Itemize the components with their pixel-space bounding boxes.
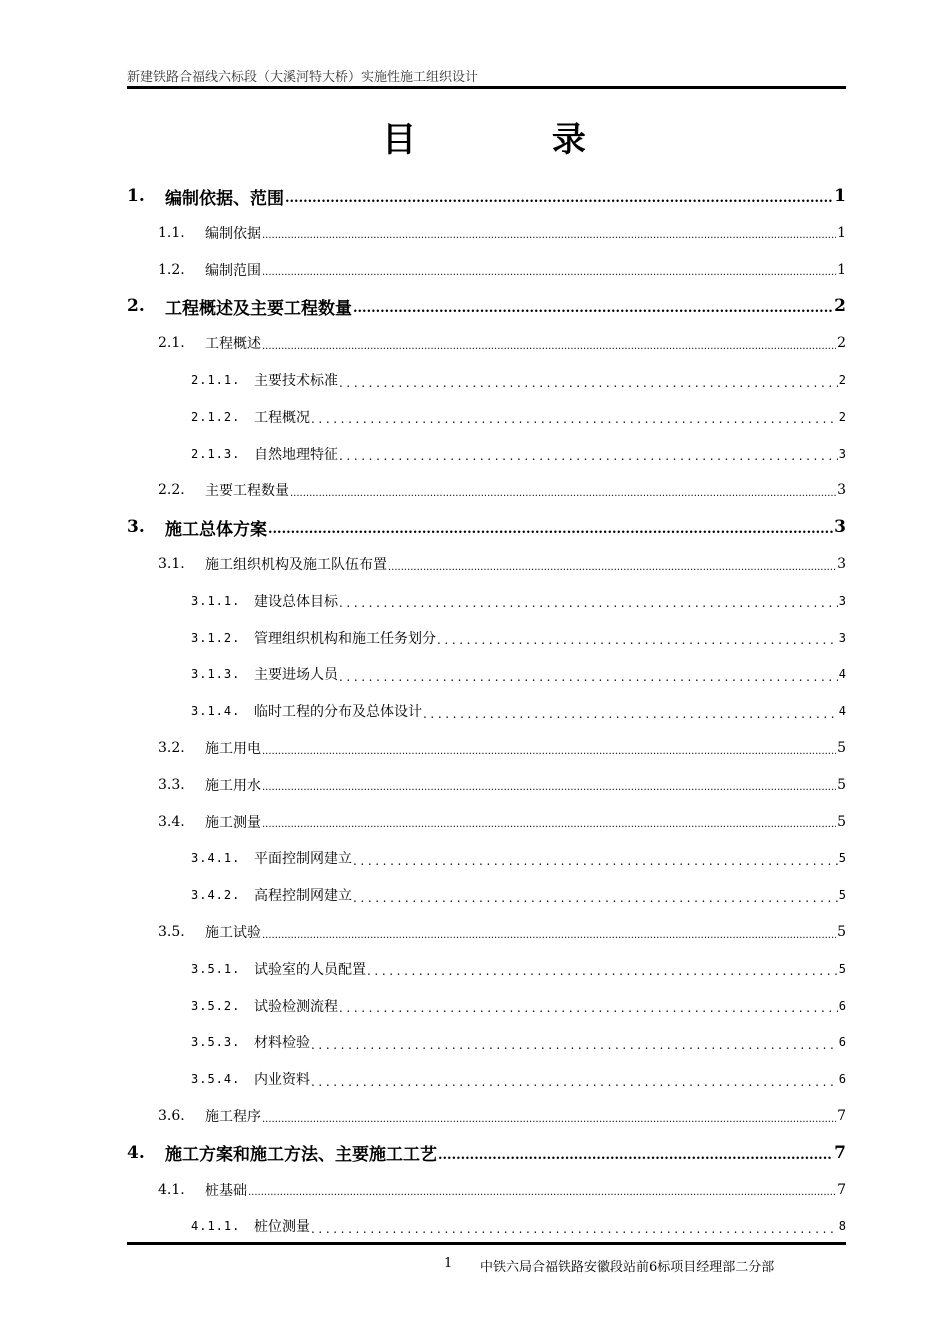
toc-entry-number: 2.1.3.: [191, 446, 241, 461]
toc-entry-title: 编制范围: [205, 262, 261, 279]
toc-entry-level-3[interactable]: [127, 879, 846, 911]
toc-entry-page: 1: [834, 186, 846, 206]
toc-dot-leader: [388, 562, 836, 573]
toc-entry-page: 4: [838, 704, 846, 719]
toc-entry-title: 自然地理特征: [254, 446, 338, 463]
toc-dot-leader: [311, 1223, 838, 1235]
toc-entry-level-2[interactable]: [127, 548, 846, 580]
toc-entry-title: 施工总体方案: [165, 519, 267, 540]
toc-entry-title: 内业资料: [254, 1072, 310, 1089]
toc-entry-title: 施工程序: [205, 1109, 261, 1125]
toc-entry-number: 3.1.4.: [191, 704, 241, 719]
toc-entry-title: 试验室的人员配置: [254, 961, 366, 978]
toc-dot-leader: [353, 855, 838, 867]
toc-entry-page: 3: [838, 446, 846, 461]
toc-entry-title: 试验检测流程: [254, 998, 338, 1015]
toc-entry-page: 5: [837, 813, 846, 830]
toc-entry-page: 3: [838, 630, 846, 645]
toc-dot-leader: [367, 965, 838, 977]
toc-entry-page: 4: [838, 667, 846, 682]
toc-entry-title: 工程概述及主要工程数量: [165, 298, 352, 319]
toc-dot-leader: [311, 413, 838, 425]
toc-entry-title: 主要进场人员: [254, 667, 338, 684]
toc-dot-leader: [339, 597, 838, 609]
toc-entry-number: 1.1.: [158, 224, 185, 241]
toc-entry-number: 4.1.: [158, 1181, 185, 1198]
toc-entry-page: 3: [837, 556, 846, 572]
toc-entry-number: 3.1.3.: [191, 667, 241, 682]
toc-entry-level-3[interactable]: [127, 364, 846, 396]
toc-entry-level-2[interactable]: [127, 806, 846, 838]
toc-entry-level-3[interactable]: [127, 658, 846, 690]
toc-entry-level-2[interactable]: [127, 254, 846, 286]
toc-entry-title: 管理组织机构和施工任务划分: [254, 630, 436, 647]
toc-entry-page: 2: [837, 335, 846, 352]
toc-entry-title: 工程概述: [205, 336, 261, 353]
footer-rule: [127, 1242, 846, 1245]
toc-entry-number: 2.1.1.: [191, 373, 241, 387]
toc-dot-leader: [262, 930, 836, 941]
toc-dot-leader: [353, 302, 833, 316]
toc-entry-number: 3.6.: [158, 1108, 185, 1124]
toc-dot-leader: [262, 819, 836, 830]
toc-entry-level-1[interactable]: [127, 180, 846, 212]
toc-dot-leader: [339, 377, 838, 389]
toc-entry-title: 建设总体目标: [254, 593, 338, 610]
toc-entry-page: 6: [838, 998, 846, 1013]
toc-entry-number: 3.5.4.: [191, 1072, 241, 1087]
toc-entry-level-2[interactable]: [127, 474, 846, 506]
toc-entry-level-3[interactable]: [127, 1026, 846, 1058]
toc-entry-level-3[interactable]: [127, 842, 846, 874]
toc-entry-number: 3.1.: [158, 556, 185, 572]
toc-entry-page: 3: [838, 593, 846, 608]
toc-entry-page: 2: [834, 296, 846, 317]
toc-entry-level-3[interactable]: [127, 438, 846, 470]
toc-entry-page: 5: [837, 740, 846, 756]
toc-entry-title: 编制依据、范围: [165, 188, 284, 209]
toc-entry-level-2[interactable]: [127, 732, 846, 764]
toc-entry-title: 临时工程的分布及总体设计: [254, 704, 422, 721]
toc-dot-leader: [353, 892, 838, 904]
toc-entry-level-2[interactable]: [127, 916, 846, 948]
toc-entry-title: 施工用水: [205, 777, 261, 794]
toc-entry-page: 6: [838, 1035, 846, 1050]
toc-entry-title: 主要工程数量: [205, 483, 289, 500]
toc-entry-level-3[interactable]: [127, 585, 846, 617]
toc-entry-level-2[interactable]: [127, 769, 846, 801]
toc-dot-leader: [262, 1114, 836, 1125]
toc-entry-title: 主要技术标准: [254, 373, 338, 389]
toc-entry-page: 7: [837, 1181, 846, 1198]
toc-entry-number: 2.1.: [158, 335, 185, 352]
toc-dot-leader: [423, 708, 838, 720]
toc-entry-number: 3.1.2.: [191, 630, 241, 645]
toc-entry-title: 桩位测量: [254, 1219, 310, 1236]
toc-dot-leader: [437, 634, 838, 646]
toc-entry-number: 3.3.: [158, 776, 185, 793]
toc-entry-level-3[interactable]: [127, 695, 846, 727]
toc-entry-number: 3.1.1.: [191, 593, 241, 608]
toc-entry-page: 6: [838, 1072, 846, 1087]
toc-entry-level-3[interactable]: [127, 953, 846, 985]
toc-entry-title: 平面控制网建立: [254, 851, 352, 868]
toc-dot-leader: [262, 341, 836, 352]
toc-entry-number: 3.: [127, 517, 145, 538]
toc-dot-leader: [262, 746, 836, 757]
toc-entry-number: 3.5.2.: [191, 998, 241, 1013]
toc-entry-level-1[interactable]: [127, 511, 846, 543]
toc-dot-leader: [262, 267, 836, 278]
toc-dot-leader: [339, 1002, 838, 1014]
toc-entry-level-3[interactable]: [127, 401, 846, 433]
toc-dot-leader: [311, 1039, 838, 1051]
toc-entry-level-3[interactable]: [127, 622, 846, 654]
toc-dot-leader: [268, 523, 833, 537]
toc-entry-number: 3.4.1.: [191, 851, 241, 866]
toc-entry-page: 5: [838, 961, 846, 976]
toc-entry-title: 施工试验: [205, 925, 261, 941]
running-header: 新建铁路合福线六标段（大溪河特大桥）实施性施工组织设计: [127, 70, 479, 85]
toc-entry-number: 3.5.1.: [191, 961, 241, 976]
toc-entry-page: 3: [834, 517, 846, 538]
toc-dot-leader: [262, 782, 836, 793]
toc-dot-leader: [262, 230, 836, 241]
toc-title: 目 录: [382, 120, 648, 160]
toc-entry-page: 5: [837, 776, 846, 793]
toc-entry-number: 1.2.: [158, 261, 185, 278]
toc-dot-leader: [339, 450, 838, 462]
toc-entry-page: 2: [838, 373, 846, 387]
toc-entry-title: 施工方案和施工方法、主要施工工艺: [165, 1145, 437, 1166]
toc-entry-number: 4.1.1.: [191, 1219, 241, 1234]
toc-entry-level-1[interactable]: [127, 290, 846, 322]
toc-entry-level-2[interactable]: [127, 327, 846, 359]
toc-dot-leader: [438, 1149, 833, 1163]
toc-entry-number: 2.: [127, 296, 145, 317]
footer-page-number: 1: [444, 1256, 453, 1271]
toc-entry-number: 3.4.2.: [191, 888, 241, 903]
toc-dot-leader: [311, 1076, 838, 1088]
toc-entry-number: 3.5.: [158, 924, 185, 940]
toc-entry-page: 1: [837, 224, 846, 241]
toc-entry-page: 7: [834, 1142, 846, 1163]
toc-entry-page: 7: [837, 1108, 846, 1124]
toc-dot-leader: [339, 671, 838, 683]
toc-entry-level-3[interactable]: [127, 1210, 846, 1242]
toc-entry-number: 3.5.3.: [191, 1035, 241, 1050]
toc-entry-page: 3: [837, 482, 846, 499]
toc-dot-leader: [285, 192, 833, 206]
toc-entry-number: 4.: [127, 1142, 145, 1163]
toc-entry-title: 高程控制网建立: [254, 888, 352, 905]
toc-entry-page: 5: [837, 924, 846, 940]
toc-entry-page: 5: [838, 851, 846, 866]
toc-entry-title: 材料检验: [254, 1035, 310, 1052]
header-rule: [127, 86, 846, 89]
toc-entry-title: 工程概况: [254, 409, 310, 426]
toc-entry-title: 桩基础: [205, 1182, 247, 1199]
toc-entry-number: 3.2.: [158, 740, 185, 756]
toc-entry-page: 8: [838, 1219, 846, 1234]
toc-entry-title: 施工组织机构及施工队伍布置: [205, 557, 387, 573]
toc-entry-title: 施工用电: [205, 741, 261, 757]
toc-entry-number: 1.: [127, 186, 145, 206]
toc-dot-leader: [290, 488, 836, 499]
toc-entry-level-3[interactable]: [127, 990, 846, 1022]
toc-entry-level-2[interactable]: [127, 217, 846, 249]
toc-entry-page: 2: [838, 409, 846, 424]
toc-entry-level-1[interactable]: [127, 1137, 846, 1169]
toc-entry-number: 2.1.2.: [191, 409, 241, 424]
toc-entry-number: 2.2.: [158, 482, 185, 499]
toc-entry-number: 3.4.: [158, 813, 185, 830]
footer-organization: 中铁六局合福铁路安徽段站前6标项目经理部二分部: [480, 1260, 775, 1275]
toc-dot-leader: [248, 1187, 836, 1198]
toc-entry-level-3[interactable]: [127, 1063, 846, 1095]
toc-entry-title: 施工测量: [205, 814, 261, 831]
toc-entry-level-2[interactable]: [127, 1100, 846, 1132]
toc-entry-level-2[interactable]: [127, 1174, 846, 1206]
toc-entry-page: 5: [838, 888, 846, 903]
toc-entry-title: 编制依据: [205, 225, 261, 242]
toc-entry-page: 1: [837, 261, 846, 278]
